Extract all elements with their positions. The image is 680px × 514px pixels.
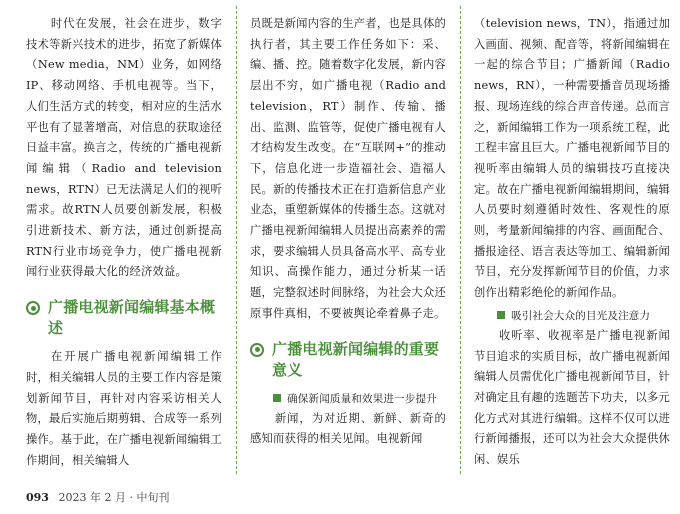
- column-2: [250, 14, 446, 450]
- section-title: 广播电视新闻编辑的重要意义: [272, 339, 440, 379]
- subsection-title: 吸引社会大众的目光及注意力: [511, 309, 651, 322]
- square-bullet-icon: [273, 394, 281, 402]
- paragraph: （television news，TN），指通过加入画面、视频、配音等，将新闻编辑在一起的综合节目；广播新闻（Radio news，RN），一种需要播音员现场播报、现场连线的综合声音传递。总而言之，新闻编辑工作为一项系统工程，此工程丰富且巨大。广播电视新闻节目的视听率由编辑人员的编辑技巧直接决定。故在广播电视新闻编辑期间，编辑人员要时刻遵循时效性、客观性的原则，考量新闻编排的内容、画面配合、播报途径、语言表达等加工、编辑新闻节目，充分发挥新闻节目的价值，力求创作出精彩绝伦的新闻作品。: [474, 17, 670, 300]
- page-footer: [26, 489, 169, 505]
- paragraph: 时代在发展，社会在进步，数字技术等新兴技术的进步，拓宽了新媒体（New media，NM）业务，如网络IP、移动网络、手机电视等。当下，人们生活方式的转变，相对应的生活水平也有了显著增高，对信息的获取途径日益丰富。换言之，传统的广播电视新闻编辑（Radio and television news，RTN）已无法满足人们的视听需求。故RTN人员要创新发展，积极引进新技术、新方法，通过创新提高RTN行业市场竞争力，使广播电视新闻行业获得最大化的经济效益。: [26, 17, 222, 279]
- square-bullet-icon: [497, 311, 505, 319]
- section-heading: [250, 339, 446, 381]
- subsection-title: 确保新闻质量和效果进一步提升: [287, 392, 437, 405]
- page-number: 093: [26, 491, 49, 504]
- column-divider: [460, 6, 461, 474]
- paragraph: 在开展广播电视新闻编辑工作时，相关编辑人员的主要工作内容是策划新闻节目，再针对内容采访相关人物，最后实施后期剪辑、合成等一系列操作。基于此，在广播电视新闻编辑工作期间，相关编辑人: [26, 350, 222, 467]
- section-heading: [26, 297, 222, 339]
- column-divider: [236, 6, 237, 474]
- bullet-circle-icon: [250, 343, 264, 357]
- paragraph: 新闻，为对近期、新鲜、新奇的感知而获得的相关见闻。电视新闻: [250, 411, 446, 446]
- section-title: 广播电视新闻编辑基本概述: [48, 298, 216, 338]
- bullet-circle-icon: [26, 301, 40, 315]
- paragraph: 收听率、收视率是广播电视新闻节目追求的实质目标，故广播电视新闻编辑人员需优化广播电视新闻节目，针对确定且有趣的选题苦下功夫，以多元化方式对其进行编辑。这样不仅可以进行新闻播报，还可以为社会大众提供休闲、娱乐: [474, 328, 670, 467]
- subsection-heading: [474, 306, 670, 326]
- column-1: [26, 14, 222, 471]
- column-3: [474, 14, 670, 471]
- paragraph: 员既是新闻内容的生产者，也是具体的执行者，其主要工作任务如下：采、编、播、控。随着数字化发展，新内容层出不穷，如广播电视（Radio and television，RT）制作、传输、播出、监测、监管等，促使广播电视有人才结构发生改变。在“互联网+”的推动下，信息化进一步造福社会、造福人民。新的传播技术正在打造新信息产业业态，重塑新媒体的传播生态。这就对广播电视新闻编辑人员提出高素养的需求，要求编辑人员具备高水平、高专业知识、高操作能力，通过分析某一话题，完整叙述时间脉络，为社会大众还原事件真相，不要被舆论牵着鼻子走。: [250, 17, 446, 320]
- subsection-heading: [250, 389, 446, 409]
- issue-label: 2023 年 2 月 · 中旬刊: [58, 491, 170, 504]
